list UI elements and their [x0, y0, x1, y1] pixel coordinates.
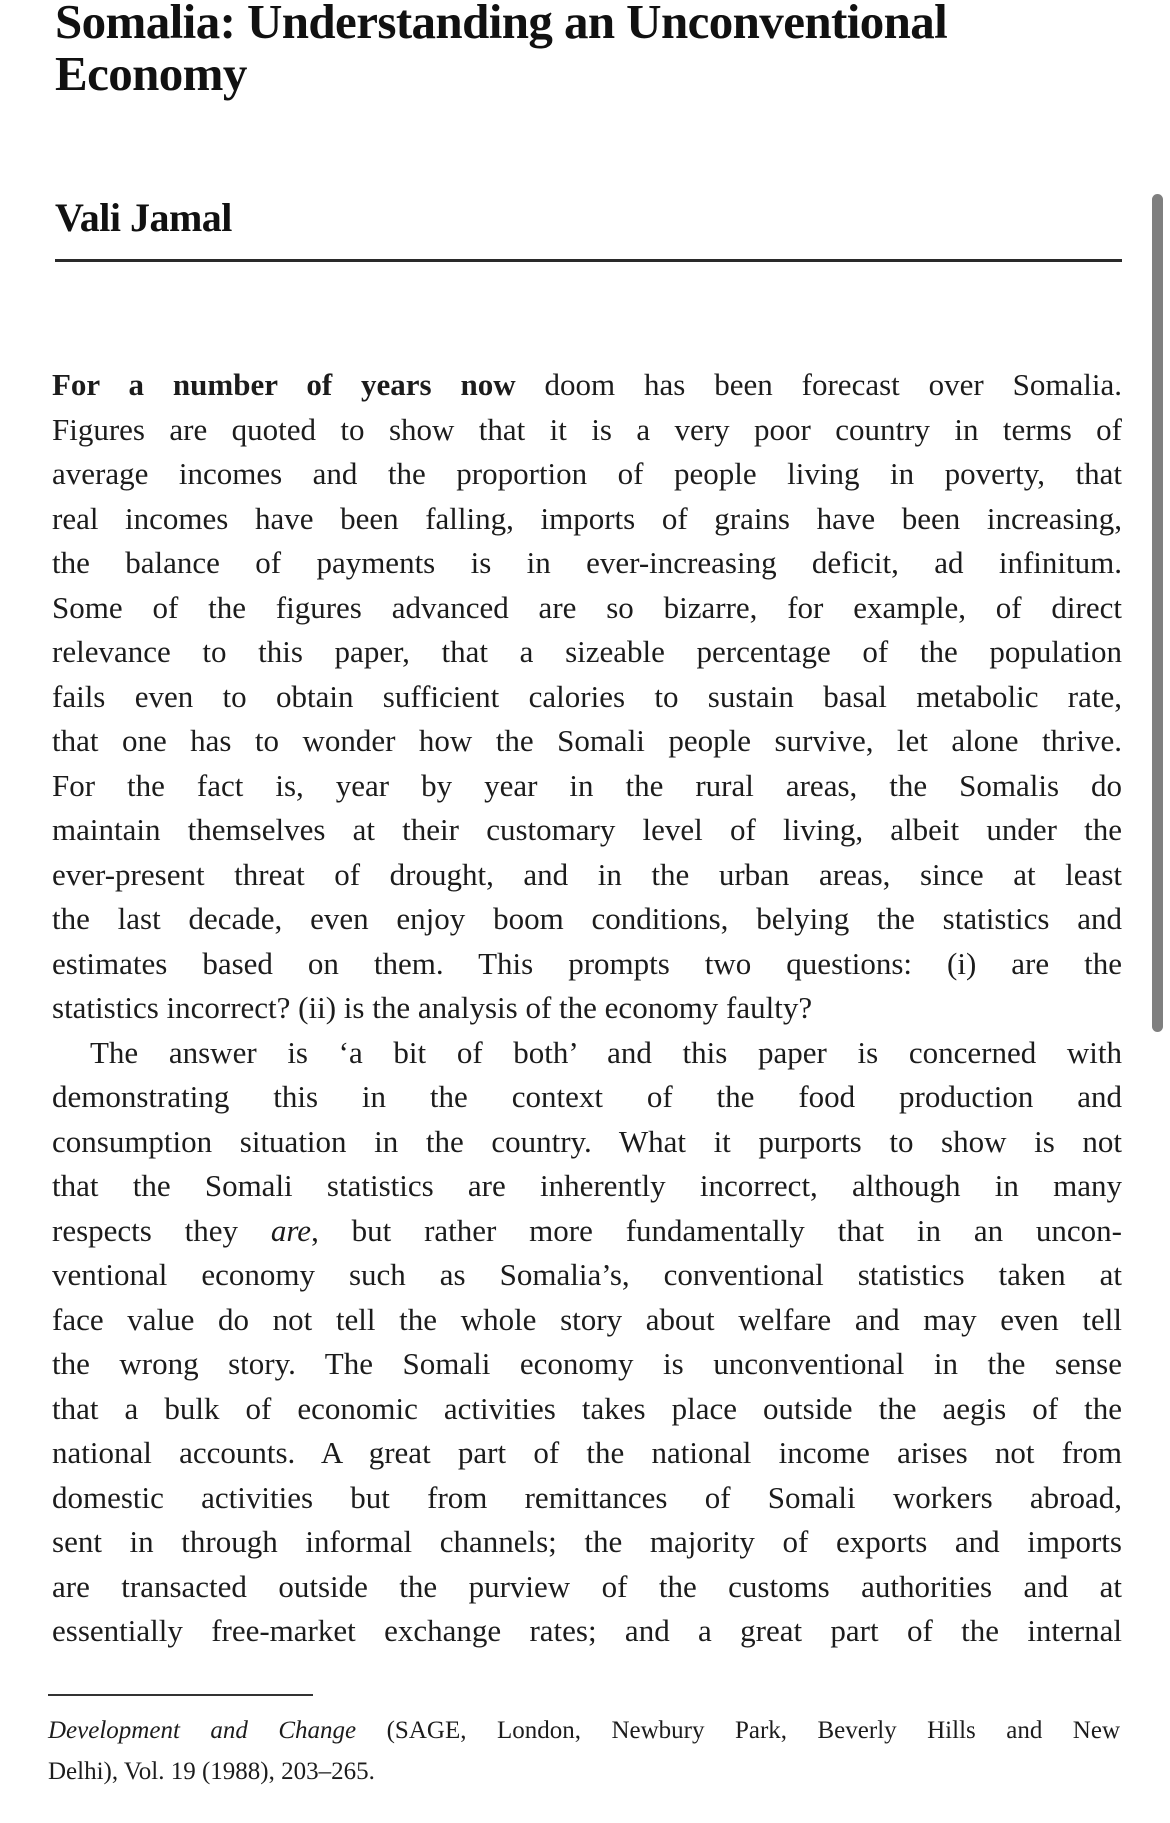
text-line: Figures are quoted to show that it is a very poor country in terms of — [52, 411, 1122, 447]
text-line: essentially free-market exchange rates; and a great part of the internal — [52, 1613, 1122, 1648]
text-line-rest: doom has been forecast over Somalia. — [515, 367, 1122, 402]
text-line: For the fact is, year by year in the rural areas, the Somalis do — [52, 767, 1122, 803]
author-name: Vali Jamal — [55, 195, 232, 240]
footnote-citation — [48, 1710, 1120, 1792]
vertical-scrollbar-thumb[interactable] — [1152, 194, 1163, 1032]
text-line: the balance of payments is in ever-increasing deficit, ad infinitum. — [52, 545, 1122, 580]
text-line: ventional economy such as Somalia’s, conventional statistics taken at — [52, 1257, 1122, 1292]
text-line: are transacted outside the purview of the customs authorities and at — [52, 1568, 1122, 1604]
article-body — [52, 363, 1122, 1654]
text-line: The answer is ‘a bit of both’ and this paper is concerned with — [90, 1034, 1122, 1070]
text-line: estimates based on them. This prompts two questions: (i) are the — [52, 945, 1122, 981]
text-line: sent in through informal channels; the majority of exports and imports — [52, 1524, 1122, 1559]
text-line: the wrong story. The Somali economy is unconventional in the sense — [52, 1346, 1122, 1381]
publisher-details: (SAGE, London, Newbury Park, Beverly Hills and New — [356, 1717, 1121, 1744]
text-line: demonstrating this in the context of the food production and — [52, 1079, 1122, 1114]
text-segment: , but rather more fundamentally that in an uncon- — [311, 1212, 1123, 1248]
article-title-line-1: Somalia: Understanding an Unconventional — [55, 0, 948, 49]
text-line: fails even to obtain sufficient calories to sustain basal metabolic rate, — [52, 678, 1122, 714]
text-line: that a bulk of economic activities takes place outside the aegis of the — [52, 1390, 1122, 1426]
text-line: national accounts. A great part of the national income arises not from — [52, 1435, 1122, 1470]
text-line: maintain themselves at their customary level of living, albeit under the — [52, 812, 1122, 847]
text-line: average incomes and the proportion of people living in poverty, that — [52, 456, 1122, 491]
lead-in-bold: For a number of years now — [52, 367, 516, 402]
text-line: statistics incorrect? (ii) is the analysis of the economy faulty? — [52, 990, 813, 1025]
paragraph-1 — [52, 363, 1122, 1031]
text-line: that the Somali statistics are inherently incorrect, although in many — [52, 1168, 1122, 1203]
text-line: real incomes have been falling, imports of grains have been increasing, — [52, 500, 1122, 536]
header-divider — [55, 259, 1122, 262]
text-line: consumption situation in the country. What it purports to show is not — [52, 1123, 1122, 1159]
text-line: that one has to wonder how the Somali people survive, let alone thrive. — [52, 723, 1122, 758]
article-title-line-2: Economy — [55, 46, 247, 101]
text-line: face value do not tell the whole story about welfare and may even tell — [52, 1301, 1122, 1337]
text-line: ever-present threat of drought, and in the urban areas, since at least — [52, 856, 1122, 892]
emphasis-text: are — [270, 1212, 312, 1248]
footnote-line-2: Delhi), Vol. 19 (1988), 203–265. — [48, 1758, 375, 1785]
text-line: the last decade, even enjoy boom conditions, belying the statistics and — [52, 901, 1122, 936]
text-segment: respects they — [52, 1212, 271, 1248]
text-line — [52, 363, 1122, 408]
text-line: domestic activities but from remittances of Somali workers abroad, — [52, 1479, 1122, 1515]
article-title — [55, 0, 1055, 100]
journal-name: Development and Change — [48, 1717, 357, 1744]
text-line: relevance to this paper, that a sizeable percentage of the population — [52, 634, 1122, 669]
text-line: Some of the figures advanced are so bizarre, for example, of direct — [52, 589, 1122, 625]
paragraph-2 — [52, 1031, 1122, 1654]
footnote-divider — [48, 1694, 313, 1696]
footnote-line-1 — [48, 1710, 1120, 1751]
text-line — [52, 1209, 1122, 1254]
